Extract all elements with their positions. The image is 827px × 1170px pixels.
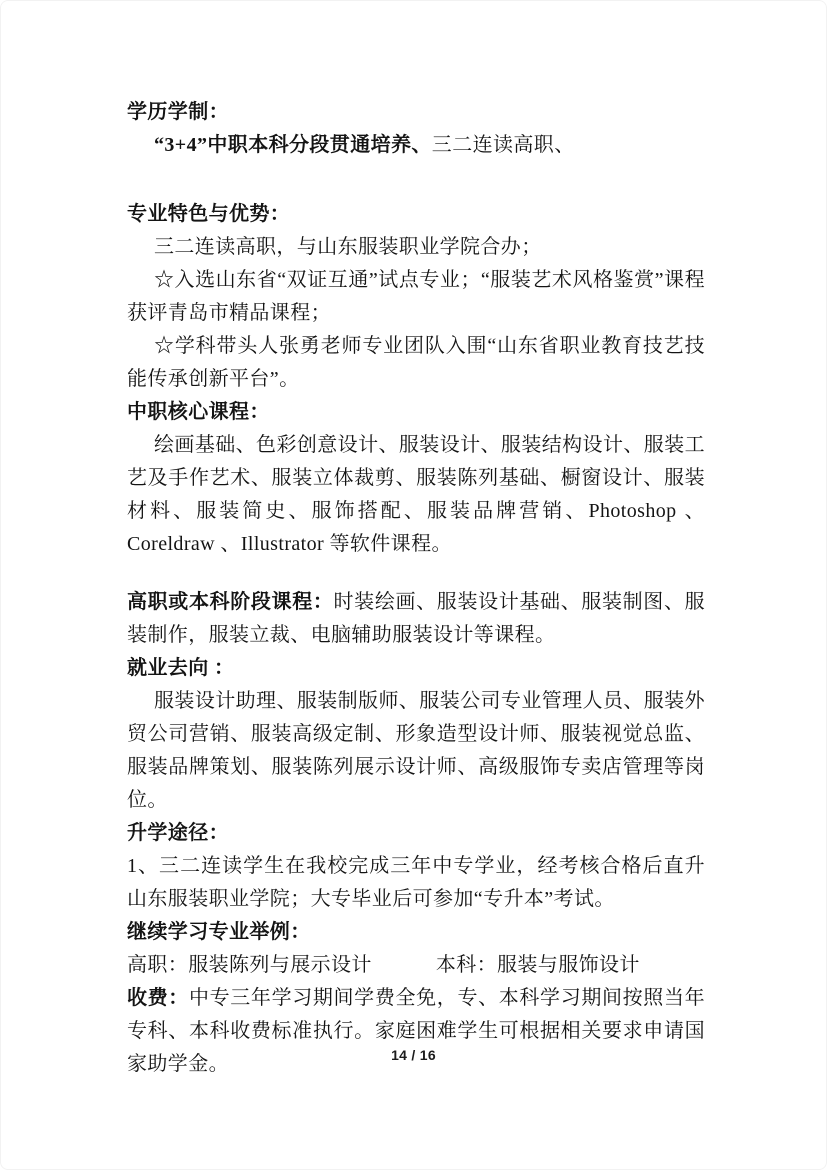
continuing-major-gaozhi: 高职：服装陈列与展示设计 [127, 954, 372, 976]
continuing-major-benke: 本科：服装与服饰设计 [435, 954, 640, 976]
tuition-label: 收费： [127, 987, 189, 1009]
heading-further-study-path: 升学途径： [127, 822, 229, 844]
heading-continuing-majors: 继续学习专业举例： [127, 921, 311, 943]
college-courses-label: 高职或本科阶段课程： [127, 591, 334, 613]
paragraph-features-3: ☆学科带头人张勇老师专业团队入围“山东省职业教育技艺技能传承创新平台”。 [127, 335, 705, 390]
heading-program-features: 专业特色与优势： [127, 203, 291, 225]
paragraph-college-courses [127, 586, 705, 652]
paragraph-core-courses: 绘画基础、色彩创意设计、服装设计、服装结构设计、服装工艺及手作艺术、服装立体裁剪、服装陈列基础、橱窗设计、服装材料、服装简史、服饰搭配、服装品牌营销、Photoshop 、Coreldraw 、Illustrator 等软件课程。 [127, 434, 705, 555]
paragraph-tuition [127, 982, 705, 1081]
paragraph-features-1: 三二连读高职，与山东服装职业学院合办； [154, 236, 542, 258]
heading-degree-system: 学历学制： [127, 101, 229, 123]
tuition-body: 中专三年学习期间学费全免，专、本科学习期间按照当年专科、本科收费标准执行。家庭困难学生可根据相关要求申请国家助学金。 [127, 987, 706, 1075]
heading-employment: 就业去向 ： [127, 657, 235, 679]
page-number: 14 / 16 [391, 1047, 436, 1063]
paragraph-employment: 服装设计助理、服装制版师、服装公司专业管理人员、服装外贸公司营销、服装高级定制、形象造型设计师、服装视觉总监、服装品牌策划、服装陈列展示设计师、高级服饰专卖店管理等岗位。 [127, 690, 705, 811]
blank-line [127, 561, 705, 586]
degree-system-bold-run: “3+4”中职本科分段贯通培养、 [154, 134, 432, 156]
college-courses-body: 时装绘画、服装设计基础、服装制图、服装制作，服装立裁、电脑辅助服装设计等课程。 [127, 591, 706, 646]
paragraph-further-study-path: 1、三二连读学生在我校完成三年中专学业，经考核合格后直升山东服装职业学院；大专毕业后可参加“专升本”考试。 [127, 855, 705, 910]
paragraph-degree-system [127, 129, 705, 162]
heading-core-courses: 中职核心课程： [127, 401, 270, 423]
paragraph-features-2: ☆入选山东省“双证互通”试点专业；“服装艺术风格鉴赏”课程获评青岛市精品课程； [127, 269, 705, 324]
paragraph-continuing-majors [127, 949, 705, 982]
blank-line [127, 162, 705, 198]
document-body [127, 96, 705, 1081]
degree-system-regular-run: 三二连读高职、 [431, 134, 575, 156]
